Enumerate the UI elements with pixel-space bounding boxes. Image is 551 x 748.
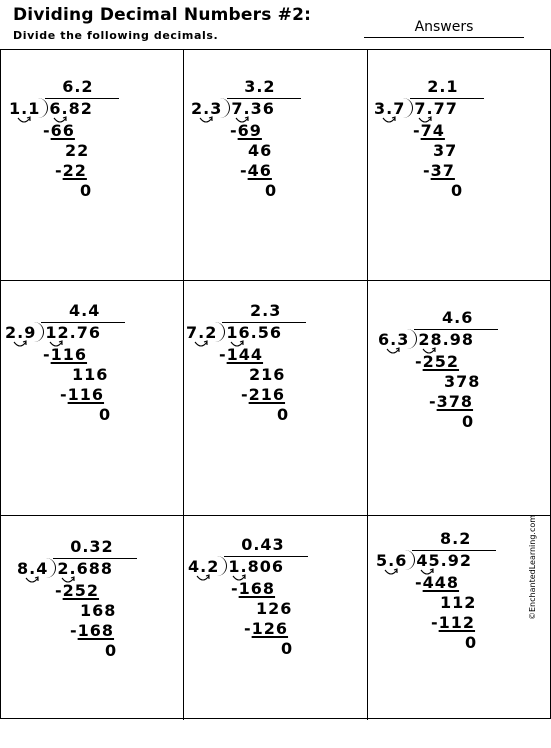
division-bar (41, 322, 125, 323)
dividend: 6.82 (49, 99, 93, 118)
problem-cell (184, 516, 368, 720)
work-step: 116 (72, 365, 109, 384)
quotient: 4.4 (69, 301, 101, 320)
quotient: 8.2 (440, 529, 472, 548)
work-step: -448 (415, 573, 460, 592)
page-instructions: Divide the following decimals. (13, 29, 219, 42)
work-step: 112 (440, 593, 477, 612)
decimal-shift-arrow-icon (13, 340, 29, 350)
answers-label: Answers (364, 18, 524, 38)
work-step: -46 (240, 161, 272, 180)
work-step: 216 (249, 365, 286, 384)
work-step: 378 (444, 372, 481, 391)
problem-cell (184, 281, 368, 516)
work-step: -116 (43, 345, 88, 364)
division-bracket (220, 98, 230, 118)
divisor: 7.2 (186, 323, 218, 342)
work-step: 168 (80, 601, 117, 620)
divisor: 4.2 (188, 557, 220, 576)
division-bar (227, 98, 300, 99)
division-bracket (403, 98, 413, 118)
dividend: 16.56 (226, 323, 282, 342)
divisor: 1.1 (9, 99, 41, 118)
division-bracket (46, 558, 56, 578)
division-bracket (407, 329, 417, 349)
work-step: -252 (415, 352, 460, 371)
problem-cell (1, 281, 184, 516)
divisor: 2.9 (5, 323, 37, 342)
remainder: 0 (99, 405, 112, 424)
work-step: -66 (43, 121, 75, 140)
dividend: 28.98 (418, 330, 474, 349)
work-step: 46 (248, 141, 273, 160)
problem-cell (1, 50, 184, 281)
quotient: 6.2 (62, 77, 94, 96)
remainder: 0 (281, 639, 294, 658)
division-bar (45, 98, 118, 99)
remainder: 0 (105, 641, 118, 660)
divisor: 3.7 (374, 99, 406, 118)
problem-grid (0, 49, 551, 719)
dividend: 1.806 (228, 557, 284, 576)
remainder: 0 (277, 405, 290, 424)
quotient: 0.43 (241, 535, 285, 554)
remainder: 0 (80, 181, 93, 200)
decimal-shift-arrow-icon (194, 340, 210, 350)
quotient: 2.3 (250, 301, 282, 320)
problem-cell (1, 516, 184, 720)
problem-cell (368, 281, 551, 516)
division-bracket (34, 322, 44, 342)
work-step: -168 (70, 621, 115, 640)
work-step: 22 (65, 141, 90, 160)
work-step: -69 (230, 121, 262, 140)
work-step: -116 (60, 385, 105, 404)
page-title: Dividing Decimal Numbers #2: (13, 5, 312, 25)
divisor: 5.6 (376, 551, 408, 570)
dividend: 2.688 (57, 559, 113, 578)
division-bar (222, 322, 306, 323)
problem-cell (184, 50, 368, 281)
problem-cell (368, 516, 551, 720)
division-bar (410, 98, 483, 99)
quotient: 0.32 (70, 537, 114, 556)
division-bar (414, 329, 498, 330)
work-step: -126 (244, 619, 289, 638)
dividend: 45.92 (416, 551, 472, 570)
decimal-shift-arrow-icon (386, 347, 402, 357)
division-bar (224, 556, 308, 557)
dividend: 7.77 (414, 99, 458, 118)
remainder: 0 (462, 412, 475, 431)
divisor: 8.4 (17, 559, 49, 578)
division-bar (53, 558, 137, 559)
divisor: 2.3 (191, 99, 223, 118)
work-step: -216 (241, 385, 286, 404)
quotient: 2.1 (427, 77, 459, 96)
division-bar (412, 550, 496, 551)
work-step: -37 (423, 161, 455, 180)
work-step: -144 (219, 345, 264, 364)
work-step: -74 (413, 121, 445, 140)
decimal-shift-arrow-icon (25, 576, 41, 586)
division-bracket (38, 98, 48, 118)
decimal-shift-arrow-icon (384, 568, 400, 578)
quotient: 3.2 (244, 77, 276, 96)
division-bracket (215, 322, 225, 342)
work-step: -22 (55, 161, 87, 180)
decimal-shift-arrow-icon (382, 116, 398, 126)
remainder: 0 (465, 633, 478, 652)
remainder: 0 (451, 181, 464, 200)
divisor: 6.3 (378, 330, 410, 349)
work-step: -252 (55, 581, 100, 600)
work-step: -378 (429, 392, 474, 411)
remainder: 0 (265, 181, 278, 200)
problem-cell (368, 50, 551, 281)
dividend: 12.76 (45, 323, 101, 342)
decimal-shift-arrow-icon (196, 574, 212, 584)
work-step: -168 (231, 579, 276, 598)
division-bracket (217, 556, 227, 576)
quotient: 4.6 (442, 308, 474, 327)
copyright-notice: ©EnchantedLearning.com (528, 514, 537, 620)
work-step: 126 (256, 599, 293, 618)
division-bracket (405, 550, 415, 570)
decimal-shift-arrow-icon (199, 116, 215, 126)
dividend: 7.36 (231, 99, 275, 118)
decimal-shift-arrow-icon (17, 116, 33, 126)
work-step: 37 (433, 141, 458, 160)
work-step: -112 (431, 613, 476, 632)
